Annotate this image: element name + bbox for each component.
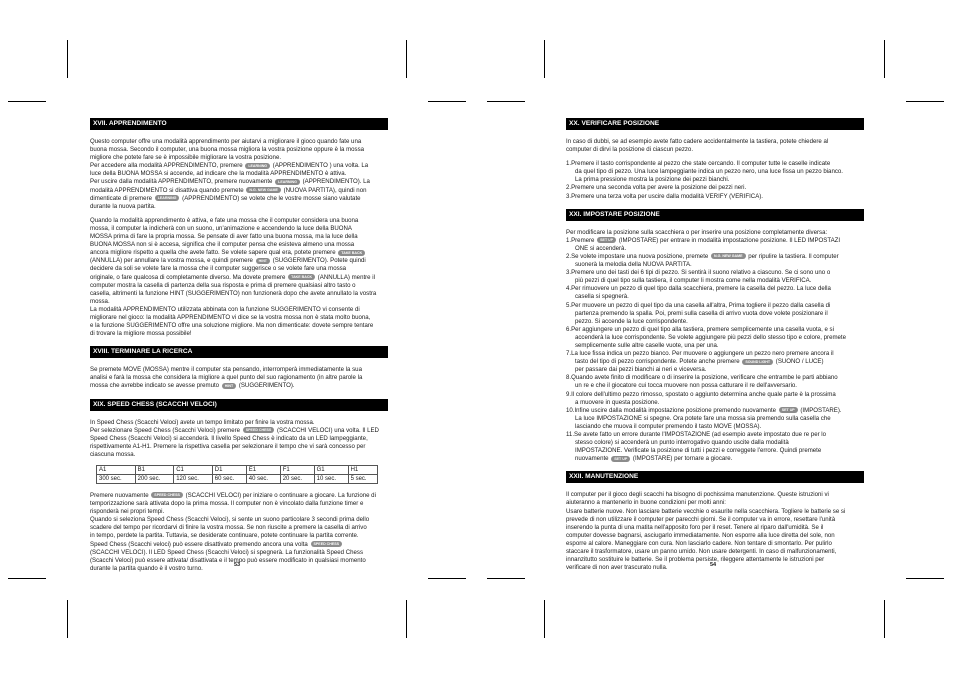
- text-run: luce della BUONA MOSSA si accende, ad indicare che la modalità APPRENDIMENTO è attiva.: [90, 170, 347, 178]
- text-line: [90, 366, 388, 374]
- text-line: [90, 330, 388, 338]
- paragraph: [566, 138, 864, 154]
- text-run: modalità APPRENDIMENTO si disattiva quando premete: [90, 186, 246, 194]
- key-button-icon: SET UP: [779, 407, 798, 413]
- text-line: [90, 524, 388, 532]
- text-line: [566, 423, 864, 431]
- crop-mark: [487, 578, 525, 579]
- crop-mark: [67, 40, 68, 78]
- text-run: In caso di dubbi, se ad esempio avete fatto cadere accidentalmente la tastiera, potete chiedere al: [566, 138, 829, 145]
- table-cell: D1: [212, 466, 246, 475]
- text-line: [566, 548, 864, 556]
- page-number-right: 54: [710, 562, 717, 568]
- text-run: In Speed Chess (Scacchi Veloci) avete un tempo limitato per finire la vostra mossa.: [90, 418, 315, 426]
- key-button-icon: SET UP: [597, 237, 616, 243]
- text-run: Questo computer offre una modalità apprendimento per aiutarvi a migliorare il gioco quando fate una: [90, 138, 362, 145]
- text-line: [566, 326, 864, 334]
- table-cell: 10 sec.: [314, 475, 348, 484]
- text-line: [90, 138, 388, 146]
- table-cell: 20 sec.: [280, 475, 314, 484]
- text-run: (IMPOSTARE) per tornare a giocare.: [631, 455, 733, 463]
- crop-mark: [8, 578, 46, 579]
- text-line: [90, 508, 388, 516]
- text-line: [566, 447, 864, 455]
- text-line: [90, 257, 388, 265]
- table-row: [97, 475, 378, 484]
- text-line: [90, 225, 388, 233]
- crop-mark: [906, 578, 944, 579]
- text-run: (IMPOSTARE) per entrare in modalità impostazione posizione. Il LED IMPOSTAZI: [617, 236, 841, 244]
- section-heading: XIX. SPEED CHESS (SCACCHI VELOCI): [90, 399, 388, 411]
- text-line: [90, 443, 388, 451]
- text-run: suonerà la melodia della NUOVA PARTITA.: [575, 261, 692, 269]
- text-run: da quel tipo di pezzo. Una luce lampeggiante indica un pezzo nero, una luce fissa un pezzo bianco.: [575, 168, 843, 176]
- text-run: MOSSA prima di fare la propria mossa. Se pensate di aver fatto una buona mossa, ma la luce della: [90, 233, 358, 241]
- text-run: un re e che il giocatore cui tocca muovere non possa catturare il re dell'avversario.: [575, 382, 798, 390]
- text-run: accenderà la luce corrispondente. Se volete aggiungere più pezzi dello stesso tipo e colore, premete: [575, 333, 846, 341]
- text-run: (SCACCHI VELOCI) una volta. Il LED: [275, 426, 379, 434]
- text-line: [90, 306, 388, 314]
- page-number-left: 53: [234, 562, 241, 568]
- text-line: [90, 154, 388, 162]
- text-line: [566, 508, 864, 516]
- text-run: migliorare nel gioco: la modalità APPRENDIMENTO vi dice se la vostra mossa non è stata molto buona,: [90, 313, 371, 321]
- text-run: ciascuna mossa.: [90, 450, 136, 458]
- table-cell: 40 sec.: [246, 475, 280, 484]
- text-line: [566, 184, 864, 192]
- text-run: partenza premendo la spalla. Poi, premi sulla casella di arrivo vuota dove volete posizionare il: [575, 309, 828, 317]
- text-line: [566, 391, 864, 399]
- table-cell: 120 sec.: [174, 475, 213, 484]
- text-run: rispettivamente A1-H1. Premere la rispettiva casella per selezionare il tempo che vi sarà concesso per: [90, 442, 366, 450]
- text-line: [90, 427, 388, 435]
- text-run: (IMPOSTARE).: [798, 406, 842, 414]
- key-button-icon: SPEED CHESS: [311, 541, 343, 547]
- text-line: [566, 293, 864, 301]
- text-line: [90, 500, 388, 508]
- text-run: Per uscire dalla modalità APPRENDIMENTO, premere nuovamente: [90, 178, 275, 186]
- text-line: [90, 314, 388, 322]
- text-line: [90, 549, 388, 557]
- text-line: [566, 374, 864, 382]
- key-button-icon: SOUND LIGHT: [742, 359, 773, 365]
- text-run: 11.Se avete fatto un errore durante l'IMPOSTAZIONE (ad esempio avete impostato due re per lo: [566, 431, 827, 438]
- section-heading: XVIII. TERMINARE LA RICERCA: [90, 346, 388, 358]
- text-line: [90, 322, 388, 330]
- speed-chess-table: [96, 465, 378, 484]
- text-run: (SCACCHI VELOCI). Il LED Speed Chess (Scacchi Veloci) si spegnerà. La funzionalità Speed Chess: [90, 548, 363, 556]
- text-line: [90, 265, 388, 273]
- text-line: [566, 193, 864, 201]
- text-run: più pezzi di quel tipo sulla tastiera, il computer li mostra come nella modalità VERIFICA.: [575, 277, 812, 285]
- text-run: di trovare la migliore mossa possibile!: [90, 330, 192, 338]
- text-line: [566, 237, 864, 245]
- text-line: [90, 146, 388, 154]
- text-line: [90, 435, 388, 443]
- text-line: [566, 277, 864, 285]
- text-run: inserendo la punta di una matita nell'apposito foro per il reset. Tenere al riparo dall'umidità. Se il: [566, 523, 824, 531]
- text-line: [566, 302, 864, 310]
- section-heading: XVII. APPRENDIMENTO: [90, 118, 388, 130]
- text-line: [90, 451, 388, 459]
- text-run: Il computer per il gioco degli scacchi ha bisogno di pochissima manutenzione. Queste istruzioni vi: [566, 491, 829, 499]
- text-line: [90, 178, 388, 186]
- text-run: migliore che potete fare se è impossibile migliorare la vostra posizione.: [90, 154, 282, 162]
- text-run: durante la nuova partita.: [90, 202, 156, 210]
- text-run: (APPRENDIMENTO) se volete che le vostre mosse siano valutate: [180, 194, 361, 202]
- key-button-icon: N.G. NEW GAME: [246, 187, 281, 193]
- text-line: [566, 540, 864, 548]
- text-run: 1.Premere il tasto corrispondente al pezzo che state cercando. Il computer tutte le caselle indicate: [566, 160, 831, 168]
- text-run: aiuteranno a mantenerlo in buone condizioni per molti anni:: [566, 499, 726, 507]
- text-run: stesso colore) si accenderà un punto interrogativo quando uscite dalla modalità: [575, 439, 789, 447]
- table-cell: 60 sec.: [212, 475, 246, 484]
- text-run: nuovamente: [575, 455, 611, 463]
- crop-mark: [884, 40, 885, 78]
- table-row: [97, 466, 378, 475]
- crop-mark: [8, 101, 46, 102]
- text-run: dimenticate di premere: [90, 194, 154, 202]
- text-line: [566, 253, 864, 261]
- text-run: decidere da soli se volete fare la mossa che il computer suggerisce o se volete fare una mossa: [90, 265, 347, 273]
- text-run: 9.Il colore dell'ultimo pezzo rimosso, spostato o aggiunto determina anche quale parte è la prossima: [566, 390, 836, 398]
- text-line: [566, 358, 864, 366]
- text-run: (SUONO / LUCE): [774, 358, 824, 366]
- paragraph: [90, 366, 388, 390]
- text-line: [90, 241, 388, 249]
- text-run: 5.Per muovere un pezzo di quel tipo da una casella all'altra, Prima togliere il pezzo dalla casella di: [566, 301, 831, 309]
- text-run: casella si spegnerà.: [575, 293, 629, 301]
- paragraph: [90, 217, 388, 338]
- text-line: [566, 160, 864, 168]
- text-run: in tempo, perdete la partita. Tuttavia, se desiderate continuare, potete continuare la partita corrente.: [90, 532, 359, 540]
- text-run: Quando si seleziona Speed Chess (Scacchi Veloci), si sente un suono particolare 3 secondi prima dello: [90, 516, 370, 524]
- crop-mark: [67, 600, 68, 638]
- text-line: [90, 217, 388, 225]
- crop-mark: [428, 101, 466, 102]
- text-run: temporizzazione sarà attivata dopo la prima mossa. Il computer non è vincolato dalla funzione timer e: [90, 500, 364, 508]
- right-page: [566, 118, 864, 578]
- text-line: [566, 524, 864, 532]
- text-run: per passare dai pezzi bianchi ai neri e viceversa.: [575, 366, 707, 374]
- text-run: 10.Infine uscire dalla modalità impostazione posizione premendo nuovamente: [566, 406, 778, 414]
- text-run: (SCACCHI VELOCI) per iniziare o continuare a giocare. La funzione di: [183, 492, 376, 499]
- paragraph: [90, 492, 388, 573]
- table-cell: 300 sec.: [97, 475, 136, 484]
- table-cell: F1: [280, 466, 314, 475]
- text-line: [566, 334, 864, 342]
- crop-mark: [428, 578, 466, 579]
- text-line: [566, 431, 864, 439]
- text-line: [90, 298, 388, 306]
- text-run: 2.Se volete impostare una nuova posizione, premete: [566, 252, 710, 260]
- text-line: [566, 399, 864, 407]
- text-line: [566, 269, 864, 277]
- text-line: [90, 492, 388, 500]
- text-line: [566, 415, 864, 423]
- text-line: [566, 366, 864, 374]
- paragraph: [566, 229, 864, 464]
- crop-mark: [544, 40, 545, 78]
- text-line: [566, 261, 864, 269]
- crop-mark: [544, 600, 545, 638]
- text-run: ancora migliore rispetto a quella che avete fatto. Se volete sapere qual era, potete premere: [90, 249, 338, 257]
- key-button-icon: LEARNING: [275, 179, 300, 185]
- text-run: Per selezionare Speed Chess (Scacchi Veloci) premere: [90, 426, 242, 434]
- table-cell: G1: [314, 466, 348, 475]
- text-run: durante la partita quando è il vostro turno.: [90, 564, 203, 572]
- text-run: esporre al calore. Maneggiare con cura. Non lasciarlo cadere. Non tentare di smontarlo. Per pulirlo: [566, 539, 832, 547]
- text-line: [90, 274, 388, 282]
- text-line: [566, 342, 864, 350]
- text-run: lasciando che muova il computer premendo il tasto MOVE (MOSSA).: [575, 422, 762, 430]
- text-line: [566, 407, 864, 415]
- paragraph: [566, 160, 864, 200]
- text-line: [566, 176, 864, 184]
- text-line: [90, 195, 388, 203]
- left-page: [90, 118, 388, 579]
- text-run: IMPOSTAZIONE. Verificate la posizione di tutti i pezzi e correggete l'errore. Quindi premete: [575, 447, 822, 455]
- text-line: [90, 532, 388, 540]
- crop-mark: [884, 600, 885, 638]
- text-run: (ANNULLA) per annullare la vostra mossa, e quindi premere: [90, 257, 255, 265]
- key-button-icon: SET UP: [611, 456, 630, 462]
- key-button-icon: HINT: [256, 258, 270, 264]
- text-run: innanzitutto sostituire le batterie. Se il problema persiste, rileggere attentamente le istruzioni per: [566, 556, 825, 564]
- text-run: mossa.: [90, 297, 110, 305]
- text-line: [90, 374, 388, 382]
- text-run: per ripulire la tastiera. Il computer: [746, 252, 839, 260]
- text-run: (NUOVA PARTITA), quindi non: [281, 186, 367, 194]
- text-run: (Scacchi Veloci) può essere attivata/ disattivata e il tempo può essere modificato in qualsiasi momento: [90, 556, 366, 564]
- text-run: mossa, il computer la indicherà con un suono, un'animazione e accendendo la luce della BUONA: [90, 224, 352, 232]
- text-line: [566, 439, 864, 447]
- text-run: tasto del tipo di pezzo corrispondente. Potete anche premere: [575, 358, 742, 366]
- text-line: [566, 229, 864, 237]
- text-line: [566, 310, 864, 318]
- text-run: Se premete MOVE (MOSSA) mentre il computer sta pensando, interromperà immediatamente la sua: [90, 366, 362, 374]
- key-button-icon: HINT: [222, 383, 236, 389]
- key-button-icon: SPEED CHESS: [243, 427, 275, 433]
- text-run: 2.Premere una seconda volta per avere la posizione dei pezzi neri.: [566, 184, 747, 192]
- text-line: [566, 245, 864, 253]
- key-button-icon: LEARNING: [245, 163, 270, 169]
- text-line: [90, 162, 388, 170]
- text-run: a muovere in questa posizione.: [575, 398, 660, 406]
- text-run: Speed Chess (Scacchi Veloci) si accenderà. Il livello Speed Chess è indicato da un LED lampeggiante,: [90, 434, 368, 442]
- text-line: [566, 516, 864, 524]
- text-line: [566, 491, 864, 499]
- text-run: computer dovesse bagnarsi, asciugarlo immediatamente. Non esporre alla luce diretta del sole, non: [566, 531, 835, 539]
- section-heading: XXI. IMPOSTARE POSIZIONE: [566, 209, 864, 221]
- text-line: [90, 233, 388, 241]
- text-line: [90, 290, 388, 298]
- text-line: [566, 382, 864, 390]
- text-line: [90, 203, 388, 211]
- table-cell: E1: [246, 466, 280, 475]
- text-line: [566, 350, 864, 358]
- text-line: [90, 170, 388, 178]
- text-run: (SUGGERIMENTO).: [237, 382, 295, 390]
- text-run: staccare il trasformatore, usare un panno umido. Non usare detergenti. In caso di malfunzionamenti,: [566, 548, 837, 556]
- text-run: Speed Chess (Scacchi veloci) può essere disattivato premendo ancora una volta: [90, 540, 310, 548]
- paragraph: [90, 419, 388, 459]
- text-run: prevede di non utilizzare il computer per parecchi giorni. Se il computer va in errore, resettare l'unità: [566, 515, 836, 523]
- text-line: [90, 541, 388, 549]
- text-run: computer mostra la casella di partenza della sua risposta e prima di premere qualsiasi altro tasto o: [90, 281, 356, 289]
- text-run: 7.La luce fissa indica un pezzo bianco. Per muovere o aggiungere un pezzo nero premere ancora il: [566, 350, 834, 358]
- text-run: e la funzione SUGGERIMENTO offre una soluzione migliore. Ma non dimenticate: dovete sempre tentare: [90, 322, 374, 330]
- text-run: (APPRENDIMENTO). La: [300, 178, 370, 186]
- table-cell: C1: [174, 466, 213, 475]
- text-run: pezzo. Si accende la luce corrispondente.: [575, 317, 688, 325]
- key-button-icon: TAKE BACK: [288, 274, 315, 280]
- text-run: La luce IMPOSTAZIONE si spegne. Ora potete fare una mossa sia premendo sulla casella che: [575, 414, 831, 422]
- text-line: [566, 499, 864, 507]
- text-line: [566, 318, 864, 326]
- text-run: (SUGGERIMENTO). Potete quindi: [271, 257, 366, 265]
- text-run: (APPRENDIMENTO ) una volta. La: [271, 162, 369, 170]
- text-run: buona mossa. Secondo il computer, una buona mossa migliora la vostra posizione oppure è la mossa: [90, 146, 365, 154]
- text-line: [566, 285, 864, 293]
- key-button-icon: N.G. NEW GAME: [711, 253, 746, 259]
- text-line: [566, 168, 864, 176]
- key-button-icon: LEARNING: [155, 195, 180, 201]
- text-run: risponderà nei propri tempi.: [90, 508, 165, 516]
- text-run: analisi e farà la mossa che considera la migliore a quel punto del suo ragionamento (in altre parole la: [90, 374, 363, 382]
- text-run: 3.Premere uno dei tasti dei 6 tipi di pezzo. Si sentirà il suono relativo a ciascuno. Se ci sono uno o: [566, 269, 831, 277]
- text-run: 1.Premere: [566, 236, 597, 244]
- text-line: [90, 249, 388, 257]
- table-cell: B1: [135, 466, 174, 475]
- text-line: [90, 382, 388, 390]
- crop-mark: [906, 101, 944, 102]
- section-heading: XXII. MANUTENZIONE: [566, 471, 864, 483]
- text-line: [566, 455, 864, 463]
- text-run: Premere nuovamente: [90, 492, 151, 499]
- text-line: [566, 532, 864, 540]
- crop-mark: [406, 600, 407, 638]
- text-run: semplicemente sulle altre caselle vuote, una per una.: [575, 341, 719, 349]
- table-cell: A1: [97, 466, 136, 475]
- text-run: La modalità APPRENDIMENTO utilizzata abbinata con la funzione SUGGERIMENTO vi consente di: [90, 305, 360, 313]
- text-run: BUONA MOSSA non si è accesa, significa che il computer pensa che esisteva almeno una mossa: [90, 241, 355, 249]
- crop-mark: [487, 101, 525, 102]
- crop-mark: [406, 40, 407, 78]
- text-run: originale, o fare qualcosa di completamente diverso. Ma dovete premere: [90, 273, 288, 281]
- text-run: computer di dirvi la posizione di ciascun pezzo.: [566, 146, 694, 154]
- text-run: casella, altrimenti la funzione HINT (SUGGERIMENTO) non funzionerà dopo che avete annullato la vostra: [90, 289, 377, 297]
- text-run: Per accedere alla modalità APPRENDIMENTO, premere: [90, 162, 245, 170]
- text-run: Usare batterie nuove. Non lasciare batterie vecchie o esaurite nella scacchiera. Togliere le batterie se si: [566, 507, 846, 515]
- text-run: La prima pressione mostra la posizione dei pezzi bianchi.: [575, 176, 730, 184]
- table-cell: 5 sec.: [348, 475, 377, 484]
- key-button-icon: TAKE BACK: [338, 250, 365, 256]
- text-run: 6.Per aggiungere un pezzo di quel tipo alla tastiera, premere semplicemente una casella vuota, e si: [566, 325, 834, 333]
- text-run: Quando la modalità apprendimento è attiva, e fate una mossa che il computer considera una buona: [90, 216, 359, 224]
- table-cell: H1: [348, 466, 377, 475]
- text-run: 4.Per rimuovere un pezzo di quel tipo dalla scacchiera, premere la casella del pezzo. La luce della: [566, 285, 831, 293]
- table-cell: 200 sec.: [135, 475, 174, 484]
- paragraph: [90, 138, 388, 211]
- text-run: (ANNULLA) mentre il: [316, 273, 375, 281]
- paragraph: [566, 491, 864, 572]
- text-line: [90, 419, 388, 427]
- text-run: Per modificare la posizione sulla scacchiera o per inserire una posizione completamente diversa:: [566, 228, 828, 236]
- text-line: [566, 138, 864, 146]
- section-heading: XX. VERIFICARE POSIZIONE: [566, 118, 864, 130]
- text-line: [90, 187, 388, 195]
- text-run: ONE si accenderà.: [575, 244, 627, 252]
- text-run: verificare di non aver trascurato nulla.: [566, 564, 668, 572]
- text-line: [90, 516, 388, 524]
- key-button-icon: SPEED CHESS: [151, 492, 183, 498]
- text-line: [566, 146, 864, 154]
- text-line: [90, 282, 388, 290]
- text-run: mossa che avrebbe indicato se avesse premuto: [90, 382, 221, 390]
- text-run: 3.Premere una terza volta per uscire dalla modalità VERIFY (VERIFICA).: [566, 192, 763, 200]
- text-run: scadere del tempo per ricordarvi di finire la vostra mossa. Se non riuscite a premere la casella di arrivo: [90, 524, 367, 532]
- text-run: 8.Quando avete finito di modificare o di inserire la posizione, verificare che entrambe le parti abbiano: [566, 374, 838, 382]
